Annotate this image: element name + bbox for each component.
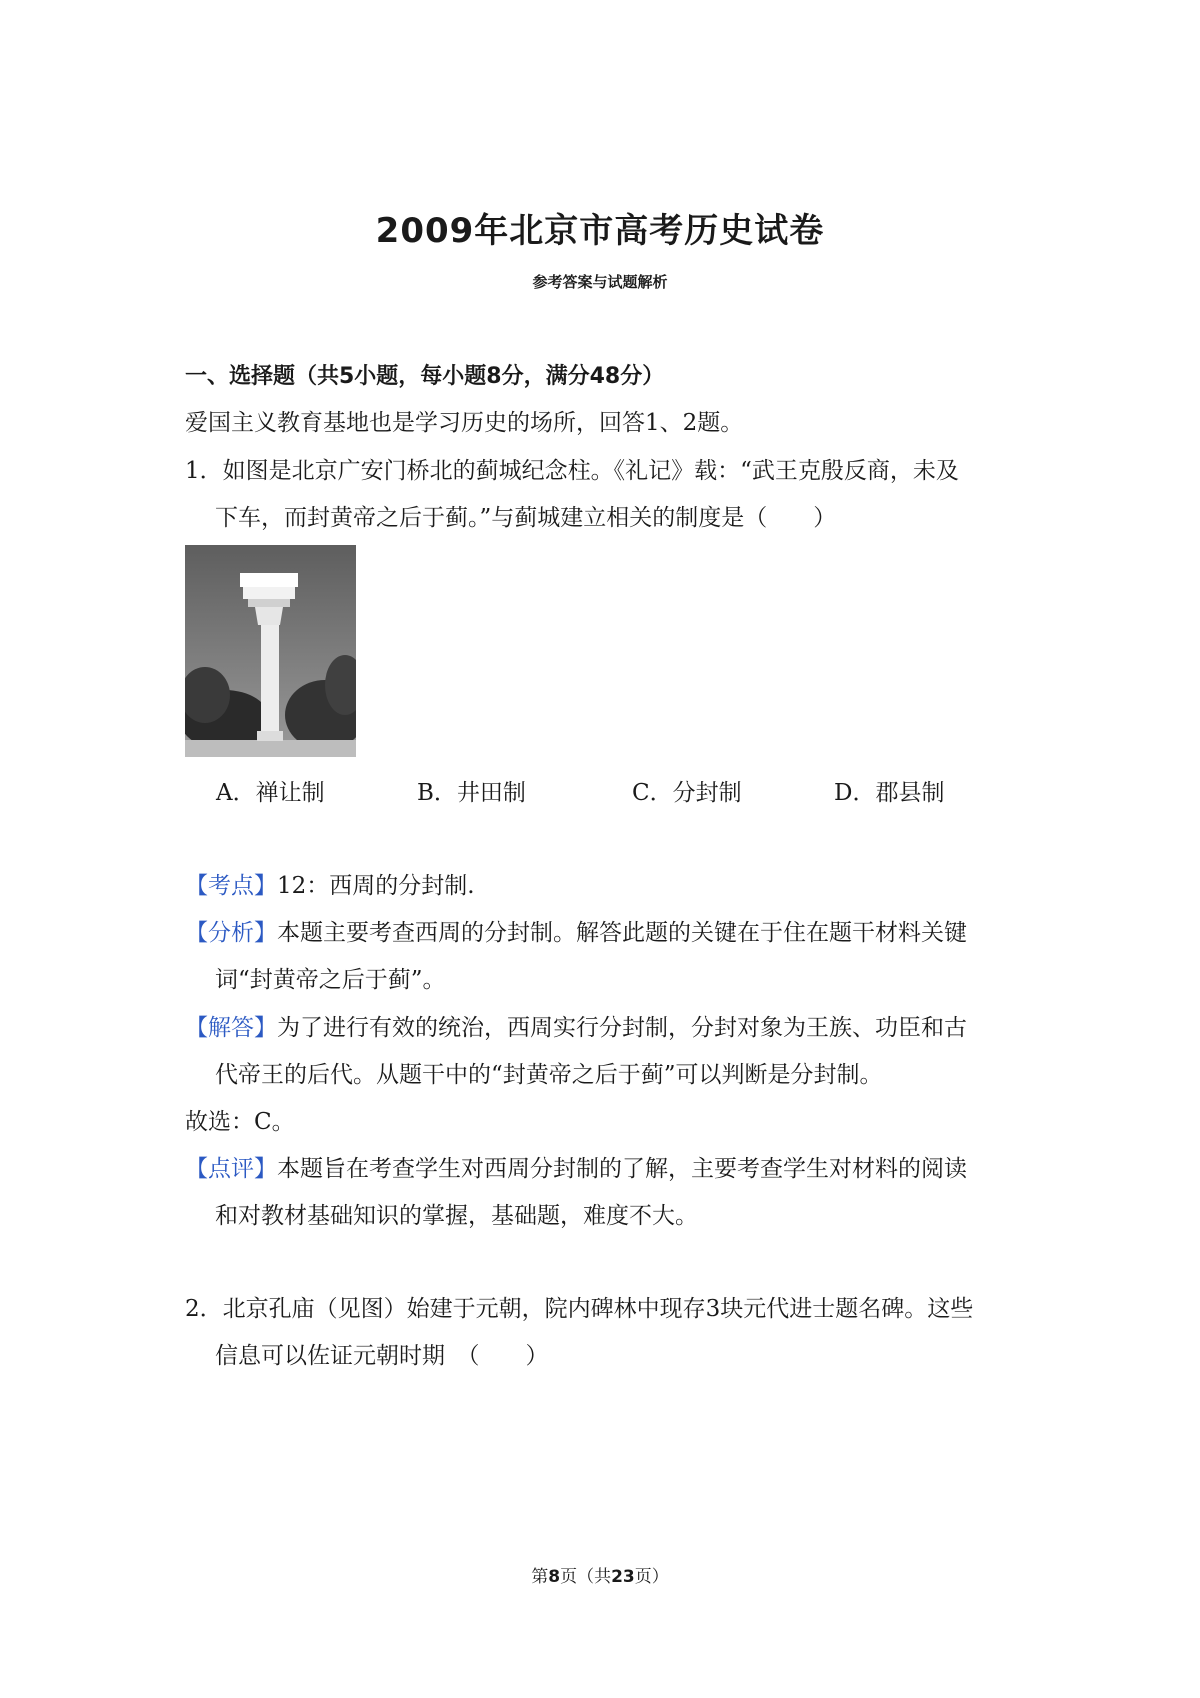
dianping-label: 【点评】 bbox=[185, 1156, 277, 1182]
q1-option-b: B．井田制 bbox=[417, 780, 526, 806]
fenxi-text: 本题主要考查西周的分封制。解答此题的关键在于住在题干材料关键 bbox=[277, 920, 967, 946]
footer-middle: 页（共 bbox=[560, 1567, 612, 1587]
q1-jieda-line2: 代帝王的后代。从题干中的“封黄帝之后于蓟”可以判断是分封制。 bbox=[215, 1062, 883, 1088]
q1-stem-line1: 1．如图是北京广安门桥北的蓟城纪念柱。《礼记》载：“武王克殷反商，未及 bbox=[185, 458, 959, 484]
memorial-pillar-photo-icon bbox=[185, 545, 356, 757]
q1-jieda-line1 bbox=[185, 1013, 967, 1043]
q1-stem-line2: 下车，而封黄帝之后于蓟。”与蓟城建立相关的制度是（ ） bbox=[215, 505, 837, 531]
q1-fenxi-line1 bbox=[185, 918, 967, 948]
page-title: 2009年北京市高考历史试卷 bbox=[375, 211, 825, 251]
q1-option-c: C．分封制 bbox=[632, 780, 742, 806]
q1-option-a: A．禅让制 bbox=[216, 780, 325, 806]
kaodian-label: 【考点】 bbox=[185, 873, 277, 899]
dianping-text: 本题旨在考查学生对西周分封制的了解，主要考查学生对材料的阅读 bbox=[277, 1156, 967, 1182]
q1-answer: 故选：C。 bbox=[185, 1109, 295, 1135]
page-footer bbox=[0, 1562, 1200, 1587]
footer-suffix: 页） bbox=[634, 1567, 669, 1587]
q1-kaodian bbox=[185, 871, 475, 901]
fenxi-label: 【分析】 bbox=[185, 920, 277, 946]
section-heading: 一、选择题（共5小题，每小题8分，满分48分） bbox=[185, 364, 665, 389]
q2-stem-line1: 2．北京孔庙（见图）始建于元朝，院内碑林中现存3块元代进士题名碑。这些 bbox=[185, 1296, 974, 1322]
q1-dianping-line2: 和对教材基础知识的掌握，基础题，难度不大。 bbox=[215, 1203, 698, 1229]
kaodian-text: 12：西周的分封制. bbox=[277, 873, 475, 899]
section-intro: 爱国主义教育基地也是学习历史的场所，回答1、2题。 bbox=[185, 410, 744, 436]
q1-option-d: D．郡县制 bbox=[834, 780, 945, 806]
jieda-label: 【解答】 bbox=[185, 1015, 277, 1041]
q1-fenxi-line2: 词“封黄帝之后于蓟”。 bbox=[215, 967, 446, 993]
footer-page-number: 8 bbox=[548, 1567, 561, 1587]
q1-dianping-line1 bbox=[185, 1154, 967, 1184]
footer-prefix: 第 bbox=[531, 1567, 549, 1587]
page-subtitle: 参考答案与试题解析 bbox=[532, 273, 668, 291]
footer-total-pages: 23 bbox=[611, 1567, 635, 1587]
jieda-text: 为了进行有效的统治，西周实行分封制，分封对象为王族、功臣和古 bbox=[277, 1015, 967, 1041]
q2-stem-line2: 信息可以佐证元朝时期 （ ） bbox=[215, 1343, 549, 1369]
